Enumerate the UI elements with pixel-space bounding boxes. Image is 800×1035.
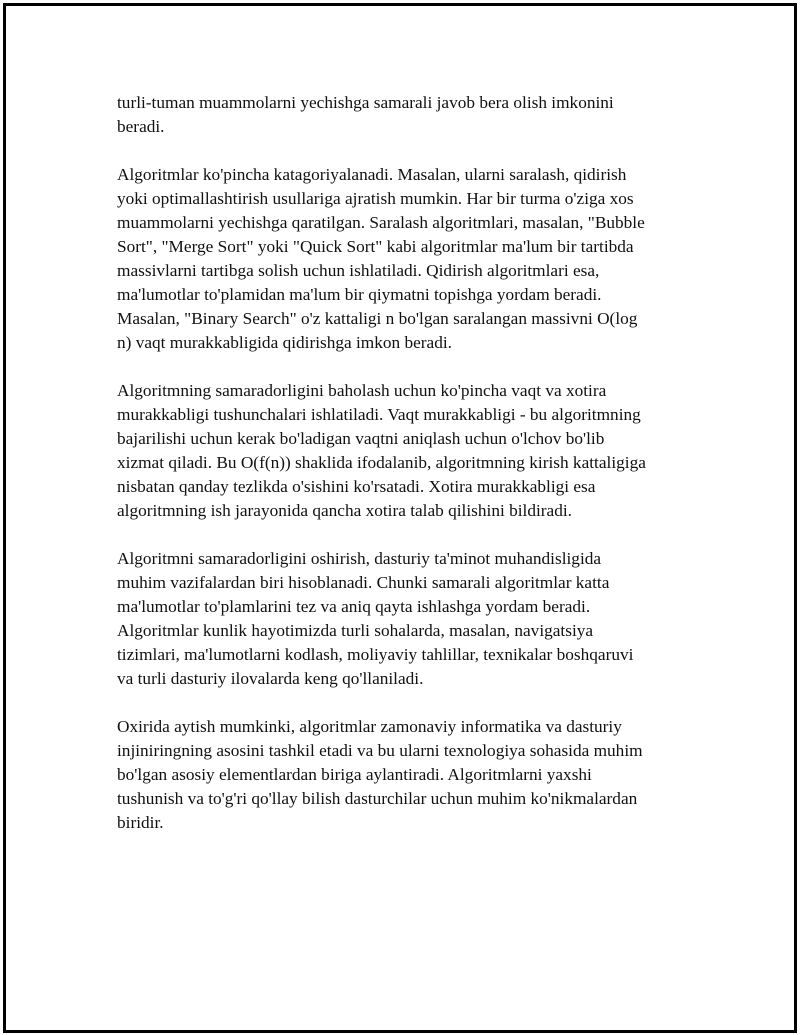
paragraph-5: Oxirida aytish mumkinki, algoritmlar zamonaviy informatika va dasturiy injiniringning asosini tashkil etadi va bu ularni texnologiya sohasida muhim bo'lgan asosiy elementlardan biriga aylantiradi. Algoritmlarni yaxshi tushunish va to'g'ri qo'llay bilish dasturchilar uchun muhim ko'nikmalardan biridir. bbox=[117, 717, 643, 832]
document-body bbox=[117, 91, 687, 859]
paragraph-1: turli-tuman muammolarni yechishga samarali javob bera olish imkonini beradi. bbox=[117, 93, 614, 136]
paragraph-4: Algoritmni samaradorligini oshirish, dasturiy ta'minot muhandisligida muhim vazifalardan biri hisoblanadi. Chunki samarali algoritmlar katta ma'lumotlar to'plamlarini tez va aniq qayta ishlashga yordam beradi. Algoritmlar kunlik hayotimizda turli sohalarda, masalan, navigatsiya tizimlari, ma'lumotlarni kodlash, moliyaviy tahlillar, texnikalar boshqaruvi va turli dasturiy ilovalarda keng qo'llaniladi. bbox=[117, 549, 634, 688]
paragraph-3: Algoritmning samaradorligini baholash uchun ko'pincha vaqt va xotira murakkabligi tushunchalari ishlatiladi. Vaqt murakkabligi - bu algoritmning bajarilishi uchun kerak bo'ladigan vaqtni aniqlash uchun o'lchov bo'lib xizmat qiladi. Bu O(f(n)) shaklida ifodalanib, algoritmning kirish kattaligiga nisbatan qanday tezlikda o'sishini ko'rsatadi. Xotira murakkabligi esa algoritmning ish jarayonida qancha xotira talab qilishini bildiradi. bbox=[117, 381, 646, 520]
paragraph-2: Algoritmlar ko'pincha katagoriyalanadi. Masalan, ularni saralash, qidirish yoki optimallashtirish usullariga ajratish mumkin. Har bir turma o'ziga xos muammolarni yechishga qaratilgan. Saralash algoritmlari, masalan, "Bubble Sort", "Merge Sort" yoki "Quick Sort" kabi algoritmlar ma'lum bir tartibda massivlarni tartibga solish uchun ishlatiladi. Qidirish algoritmlari esa, ma'lumotlar to'plamidan ma'lum bir qiymatni topishga yordam beradi. Masalan, "Binary Search" o'z kattaligi n bo'lgan saralangan massivni O(log n) vaqt murakkabligida qidirishga imkon beradi. bbox=[117, 165, 645, 352]
